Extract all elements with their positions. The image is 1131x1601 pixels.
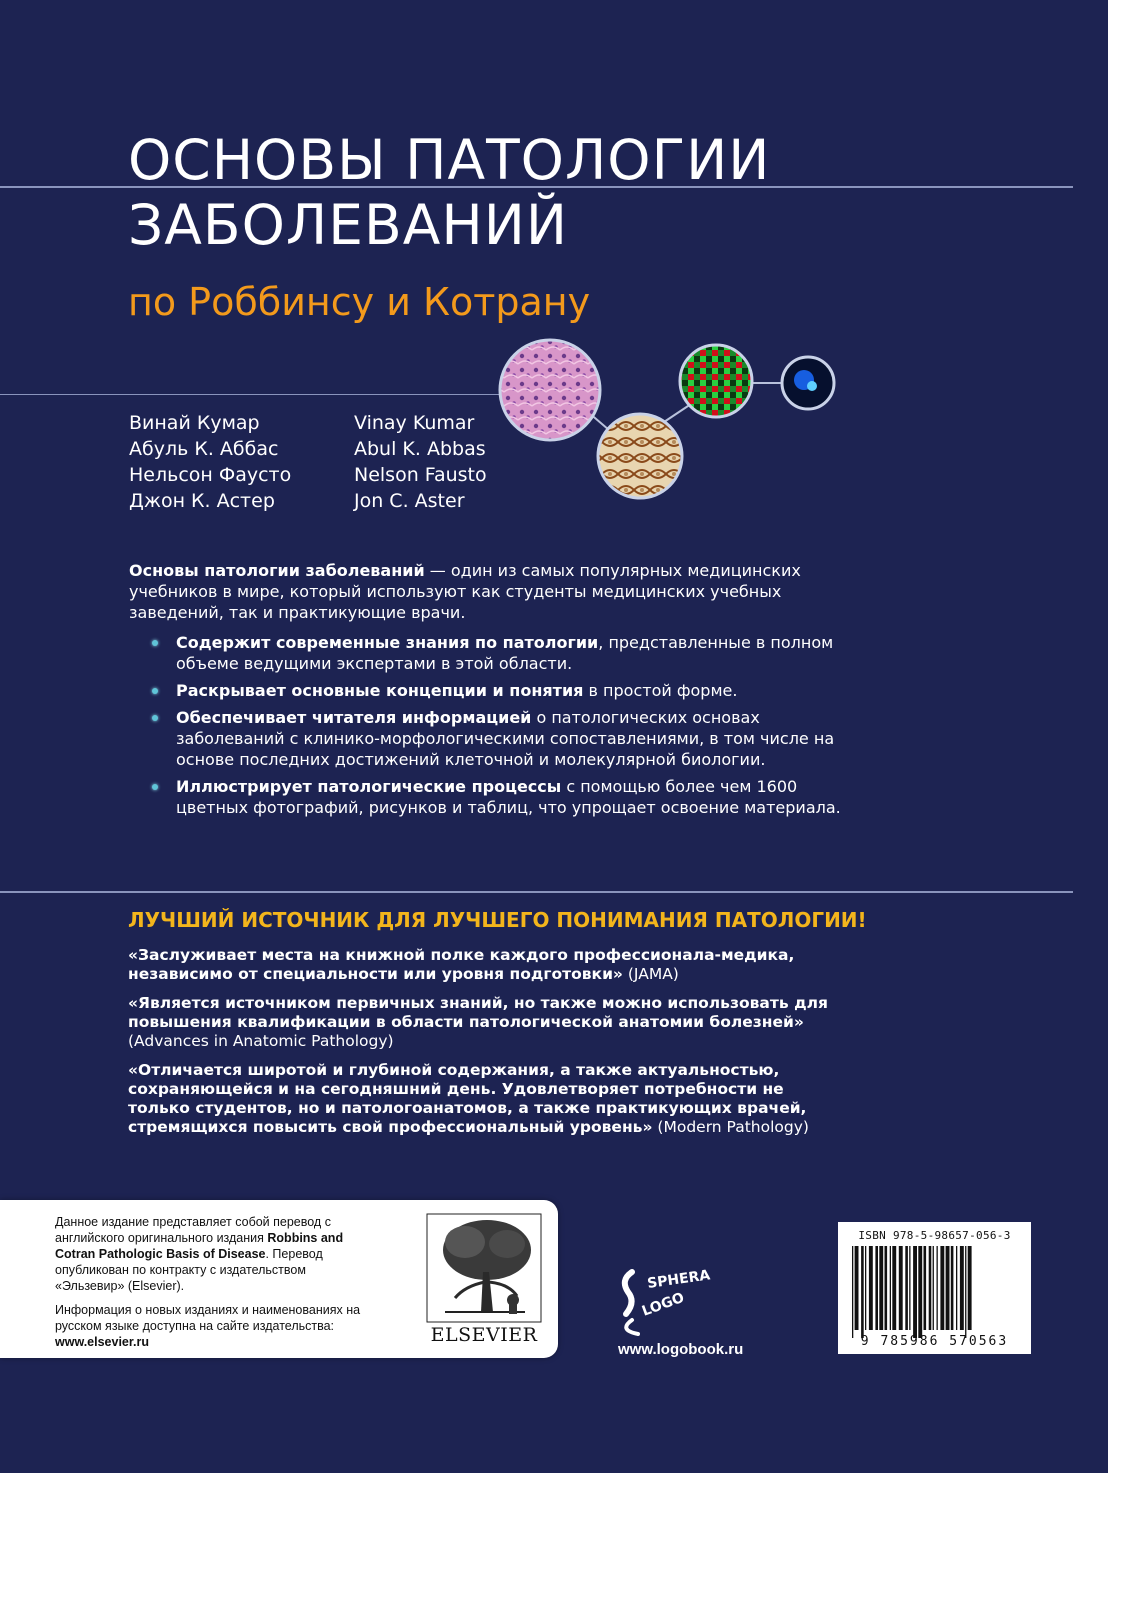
isbn-label: ISBN 978-5-98657-056-3 [858,1229,1011,1242]
elsevier-logo [425,1212,543,1346]
section-divider [0,891,1073,893]
review-quote [128,946,848,984]
barcode-bar [968,1246,972,1330]
author-en: Jon C. Aster [354,490,465,512]
barcode-bar [965,1246,966,1338]
barcode-bar [865,1246,866,1330]
quote-text: «Заслуживает места на книжной полке каждого профессионала-медика, независимо от специальности или уровня подготовки» [128,946,795,983]
author-ru: Абуль К. Аббас [129,438,279,460]
feature-text: о патологических основах заболеваний с клинико-морфологическими сопоставлениями, в том числе на основе последних достижений клеточной и молекулярной биологии. [176,708,835,769]
author-ru: Нельсон Фаусто [129,464,292,486]
review-quote [128,994,848,1051]
logobook-logo [612,1258,712,1338]
barcode-bar [885,1246,888,1330]
feature-bold: Обеспечивает читателя информацией [176,708,532,727]
barcode-bar [879,1246,883,1330]
author-ru: Джон К. Астер [129,490,275,512]
ihc-stain-circle [598,414,682,498]
intro-bold: Основы патологии заболеваний [129,561,425,580]
barcode-bar [960,1246,964,1330]
feature-bold: Раскрывает основные концепции и понятия [176,681,584,700]
microarray-circle [680,345,752,417]
logobook-website-link[interactable]: www.logobook.ru [618,1341,744,1358]
barcode-bar [933,1246,934,1330]
quote-text: «Является источником первичных знаний, но также можно использовать для повышения квалификации в области патологической анатомии болезней» [128,994,828,1031]
elsevier-website-link[interactable]: www.elsevier.ru [55,1335,150,1349]
elsevier-tree-icon [425,1212,543,1324]
translation-note-text: . Перевод опубликован по контракту с издательством «Эльзевир» (Elsevier). [55,1247,323,1293]
bullet-icon [152,640,158,646]
quote-source: (Modern Pathology) [652,1118,809,1136]
intro-text: — один из самых популярных медицинских учебников в мире, который используют как студенты медицинских учебных заведений, так и практикующие врачи. [129,561,801,622]
barcode-bar [855,1246,859,1330]
logobook-sphera: SPHERA [646,1267,712,1292]
barcode-digits: 9 785986 570563 [860,1334,1009,1349]
website-note [55,1302,375,1350]
review-quote [128,1061,848,1137]
bullet-icon [152,715,158,721]
intro-paragraph [129,560,849,623]
review-quotes [128,946,848,1147]
barcode-bar [869,1246,873,1330]
book-title-line1: ОСНОВЫ ПАТОЛОГИИ [128,128,771,192]
barcode-bar [956,1246,957,1330]
barcode-bar [861,1246,864,1338]
logobook-logo-word: LOGO [639,1289,687,1320]
website-note-text: Информация о новых изданиях и наименованиях на русском языке доступна на сайте издательства: [55,1303,361,1333]
barcode-bar [875,1246,878,1330]
feature-item [152,707,852,770]
barcode-bar [937,1246,938,1330]
barcode-bar [924,1246,927,1330]
quote-source: (JAMA) [622,965,679,983]
bullet-icon [152,784,158,790]
barcode-bar [913,1246,917,1338]
feature-item [152,680,852,701]
book-subtitle: по Роббинсу и Котрану [128,280,591,324]
barcode-bar [918,1246,922,1338]
barcode-bar [892,1246,896,1330]
author-en: Abul K. Abbas [354,438,486,460]
tagline: ЛУЧШИЙ ИСТОЧНИК ДЛЯ ЛУЧШЕГО ПОНИМАНИЯ ПАТОЛОГИИ! [128,908,867,932]
barcode-bar [899,1246,903,1330]
bullet-icon [152,688,158,694]
barcode-bar [951,1246,954,1330]
quote-text: «Отличается широтой и глубиной содержания, а также актуальностью, сохраняющейся и на сегодняшний день. Удовлетворяет потребности не только студентов, но и патологоанатомов, а также практикующих врачей, стремящихся повысить свой профессиональный уровень» [128,1061,807,1136]
authors-russian [129,410,291,514]
micrograph-illustration [490,338,850,508]
barcode-bar [929,1246,932,1330]
author-en: Nelson Fausto [354,464,487,486]
author-ru: Винай Кумар [129,412,260,434]
feature-bold: Содержит современные знания по патологии [176,633,599,652]
feature-text: , представленные в полном объеме ведущими экспертами в этой области. [176,633,834,673]
feature-bold: Иллюстрирует патологические процессы [176,777,562,796]
middle-divider [0,394,500,395]
feature-list [152,632,852,824]
fluorescence-spot [807,381,817,391]
elsevier-wordmark: ELSEVIER [430,1324,538,1346]
barcode-bar [946,1246,950,1330]
authors-english [354,410,487,514]
barcode-bar [890,1246,891,1330]
author-en: Vinay Kumar [354,412,475,434]
feature-item [152,776,852,818]
barcode-bar [852,1246,853,1338]
translation-note-text: Данное издание представляет собой перевод с английского оригинального издания [55,1215,331,1245]
barcode-bar [905,1246,908,1330]
barcode-bar [909,1246,910,1330]
feature-text: в простой форме. [583,681,738,700]
feature-item [152,632,852,674]
feature-text: с помощью более чем 1600 цветных фотографий, рисунков и таблиц, что упрощает освоение материала. [176,777,841,817]
book-title-line2: ЗАБОЛЕВАНИЙ [128,193,569,257]
original-title: Robbins and Cotran Pathologic Basis of Disease [55,1231,344,1261]
he-stain-circle [500,340,600,440]
publisher-info-text [55,1214,375,1358]
isbn-barcode [838,1222,1031,1354]
quote-source: (Advances in Anatomic Pathology) [128,1032,394,1050]
barcode-bar [940,1246,944,1330]
translation-note [55,1214,375,1294]
publisher-info-panel [0,1200,558,1358]
